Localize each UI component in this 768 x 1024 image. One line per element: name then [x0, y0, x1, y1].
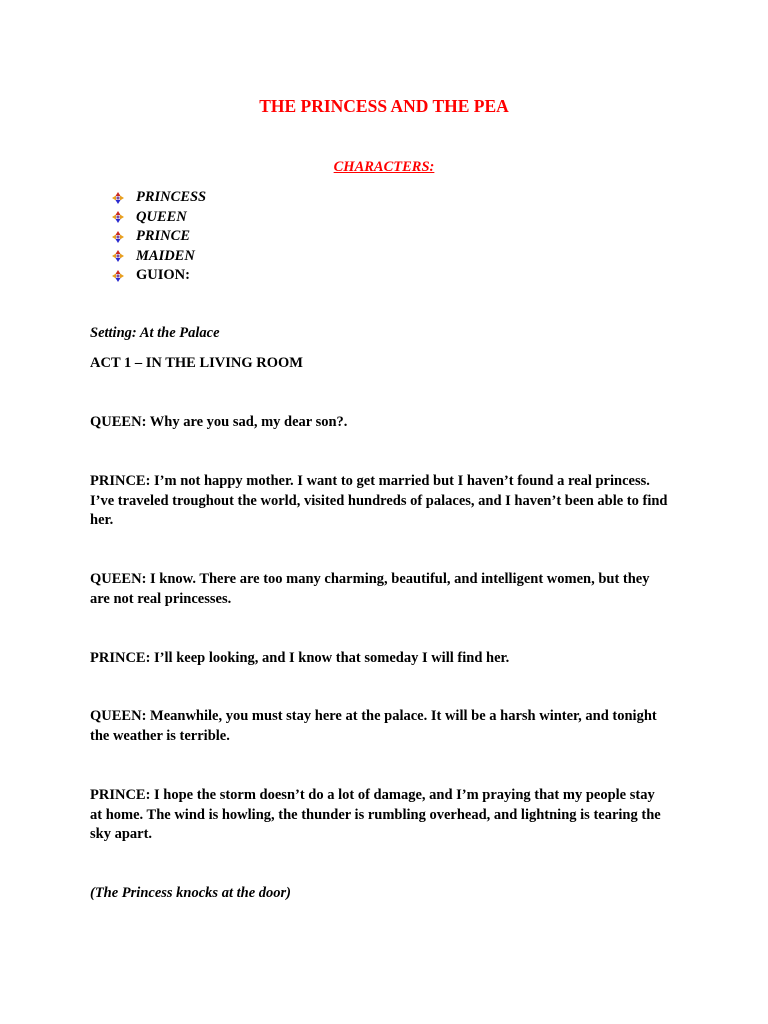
character-name: MAIDEN — [136, 247, 195, 264]
four-arrow-bullet-icon — [112, 250, 124, 262]
act-heading: ACT 1 – IN THE LIVING ROOM — [90, 355, 303, 371]
dialogue-line: PRINCE: I’ll keep looking, and I know that someday I will find her. — [90, 650, 510, 666]
list-item — [112, 208, 206, 228]
character-name: GUION: — [136, 267, 190, 284]
characters-list — [112, 188, 206, 286]
document-title: THE PRINCESS AND THE PEA — [259, 96, 509, 116]
character-name: QUEEN — [136, 208, 187, 225]
setting-line: Setting: At the Palace — [90, 325, 220, 341]
four-arrow-bullet-icon — [112, 192, 124, 204]
characters-heading: CHARACTERS: — [333, 159, 435, 175]
dialogue-line: PRINCE: I’m not happy mother. I want to get married but I haven’t found a real princess. I’ve traveled troughout the world, visited hundreds of palaces, and I haven’t been able to find her. — [90, 473, 668, 528]
dialogue-line: QUEEN: Meanwhile, you must stay here at the palace. It will be a harsh winter, and tonight the weather is terrible. — [90, 708, 657, 744]
dialogue-line: QUEEN: I know. There are too many charming, beautiful, and intelligent women, but they are not real princesses. — [90, 571, 650, 607]
four-arrow-bullet-icon — [112, 211, 124, 223]
list-item — [112, 188, 206, 208]
four-arrow-bullet-icon — [112, 231, 124, 243]
list-item — [112, 227, 206, 247]
list-item — [112, 247, 206, 267]
character-name: PRINCESS — [136, 189, 207, 206]
stage-direction: (The Princess knocks at the door) — [90, 885, 291, 901]
four-arrow-bullet-icon — [112, 270, 124, 282]
list-item — [112, 266, 206, 286]
dialogue-line: PRINCE: I hope the storm doesn’t do a lot of damage, and I’m praying that my people stay at home. The wind is howling, the thunder is rumbling overhead, and lightning is tearing the sky apart. — [90, 787, 661, 842]
character-name: PRINCE — [136, 228, 190, 245]
dialogue-line: QUEEN: Why are you sad, my dear son?. — [90, 414, 348, 430]
